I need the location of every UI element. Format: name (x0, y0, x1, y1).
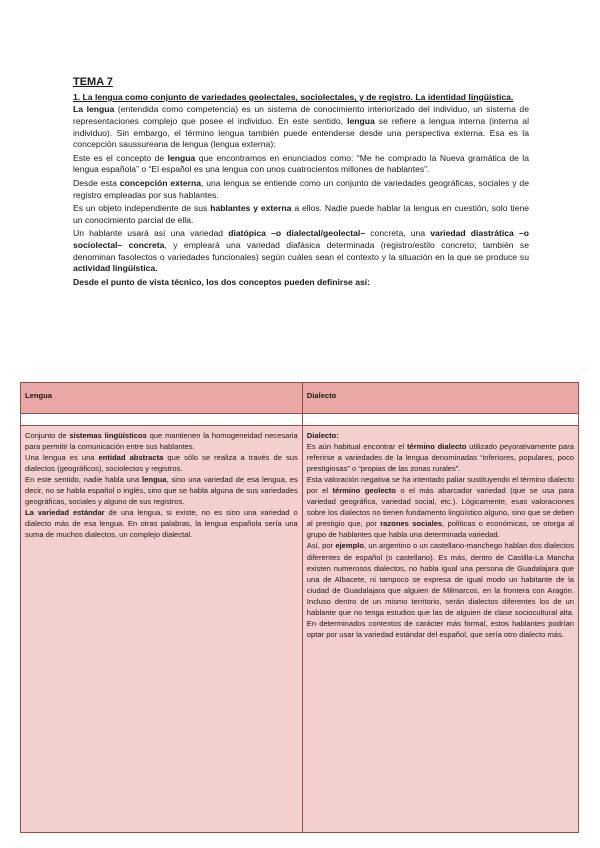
document-header (73, 76, 529, 290)
cell-dialecto-definition: Dialecto: Es aún habitual encontrar el término dialecto utilizado peyorativamente para referirse a variedades de la lengua denominadas “inferiores, populares, poco prestigiosas” o “propias de las zonas rurales”. Esta valoración negativa se ha intentado paliar sustituyendo el término dialecto por el término geolecto o el más abarcador variedad (que se usa para variedad geográfica, variedad social, etc.). Lógicamente, esas valoraciones sobre los dialectos no tienen fundamento lingüístico alguno, sino que se deben al prestigio que, por razones sociales, políticas o económicas, se otorga al grupo de hablantes que habla una determinada variedad. Así, por ejemplo, un argentino o un castellano-manchego hablan dos dialectos diferentes de español (o castellano). Es más, dentro de Castilla-La Mancha existen numerosos dialectos, no habla igual una persona de Guadalajara que una de Albacete, ni tampoco se expresa de igual modo un habitante de la ciudad de Guadalajara que alguien de Milmarcos, en la frontera con Aragón. Incluso dentro de un mismo territorio, serán dialectos diferentes los de un hablante que no tenga estudios que las de alguien de clase sociocultural alta. En determinados contextos de carácter más formal, estos hablantes podrían optar por usar la variedad estándar del español, que sería otro dialecto más. (302, 426, 578, 833)
section-heading: 1. La lengua como conjunto de variedades geolectales, sociolectales, y de registro. La identidad lingüística. (73, 92, 514, 102)
paragraph-lengua-interna: La lengua (entendida como competencia) es un sistema de conocimiento interiorizado del individuo, un sistema de representaciones complejo que posee el individuo. En este sentido, lengua se refiere a lengua interna (interna al individuo). Sin embargo, el término lengua también puede entenderse desde una perspectiva externa. Esa es la concepción saussureana de lengua (lengua externa): (73, 104, 529, 150)
paragraph-concepcion-externa: Desde esta concepción externa, una lengua se entiende como un conjunto de variedades geográficas, sociales y de registro empleadas por sus hablantes. (73, 177, 529, 200)
paragraph-objeto-independiente: Es un objeto independiente de sus hablantes y externa a ellos. Nadie puede hablar la lengua en cuestión, solo tiene un conocimiento parcial de ella. (73, 203, 530, 225)
paragraph-concepto-lengua: Este es el concepto de lengua que encontramos en enunciados como: “Me he comprado la Nueva gramática de la lengua española” o “El español es una lengua con unos cuatrocientos millones de hablantes”. (73, 152, 529, 175)
column-header-dialecto: Dialecto (302, 383, 578, 414)
separator-cell (21, 414, 303, 426)
separator-cell (302, 414, 578, 426)
paragraph-variedades: Un hablante usará así una variedad diatópica –o dialectal/geolectal– concreta, una variedad diastrática –o sociolectal– concreta, y empleará una variedad diafásica determinada (registro/estilo concreto; también se denominan fasolectos o variedades funcionales) según cuáles sean el contexto y la situación en la que se produce su actividad lingüística. (73, 228, 529, 274)
paragraph-definiciones-intro: Desde el punto de vista técnico, los dos conceptos pueden definirse así: (73, 276, 371, 287)
column-header-lengua: Lengua (21, 383, 303, 414)
cell-lengua-definition: Conjunto de sistemas lingüísticos que mantienen la homogeneidad necesaria para permitir la comunicación entre sus hablantes. Una lengua es una entidad abstracta que sólo se realiza a través de sus dialectos (geográficos), sociolectos y registros. En este sentido, nadie habla una lengua, sino una variedad de esa lengua, es decir, no se habla español o inglés, sino que se habla alguna de sus variedades geográficas, sociales y alguno de sus registros. La variedad estándar de una lengua, si existe, no es sino una variedad o dialecto más de esa lengua. En otras palabras, la lengua española sería una suma de muchos dialectos, un complejo dialectal. (21, 426, 303, 833)
comparison-table (20, 382, 579, 833)
page-title: TEMA 7 (73, 76, 113, 88)
